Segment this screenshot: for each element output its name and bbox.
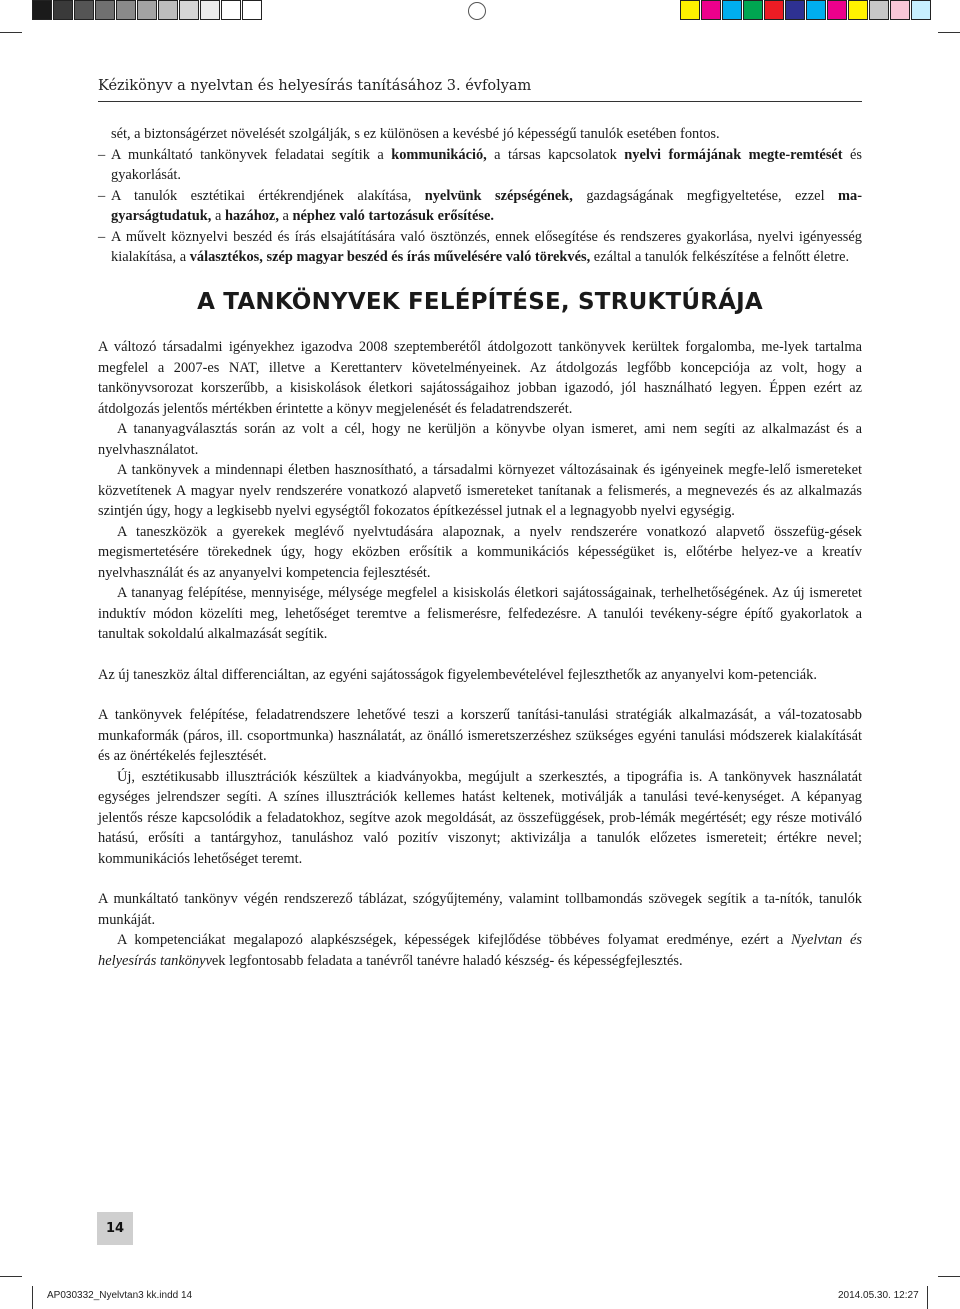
list-item [98,124,862,145]
dash-bullet: – [98,187,106,204]
paragraph-text: A kompetenciákat megalapozó alapkészségek, képességek kifejlődése többéves folyamat eredménye, ezért a [117,932,792,948]
running-header: Kézikönyv a nyelvtan és helyesírás tanításához 3. évfolyam [98,78,862,102]
list-item-text: A munkáltató tankönyvek feladatai segítik a [111,146,392,163]
crop-mark [938,1276,960,1277]
section-title: A TANKÖNYVEK FELÉPÍTÉSE, STRUKTÚRÁJA [197,288,763,315]
paragraph: A tankönyvek felépítése, feladatrendszere lehetővé teszi a korszerű tanítási-tanulási stratégiák alkalmazását, a vál-tozatosabb munkaformák (páros, ill. csoportmunka) használatát, az önálló ismeretszerzéshez szükséges egyéni tanulási módszerek kialakítását és az önértékelés fejlesztését. [98,707,862,764]
spacer [98,869,862,889]
color-swatch [890,0,910,20]
emphasis: ma-gyarságtudatuk, [111,187,862,224]
color-swatch [200,0,220,20]
registration-mark-icon [468,2,486,20]
color-swatch [179,0,199,20]
list-item-text: ezáltal a tanulók felkészítése a felnőtt életre. [590,249,850,265]
color-swatch [74,0,94,20]
crop-mark [938,32,960,33]
emphasis: választékos, szép magyar beszéd és írás művelésére való törekvés, [189,249,591,265]
color-swatch [722,0,742,20]
color-swatch [806,0,826,20]
goal-list [98,124,862,268]
color-swatch [32,0,52,20]
color-swatch [53,0,73,20]
crop-mark [32,1286,33,1309]
color-swatch [116,0,136,20]
list-item-text: A művelt köznyelvi beszéd és írás elsajátítására való ösztönzés, ennek elősegítése és rendszeres gyakorlása, nyelvi igényesség kialakítása, a [111,228,862,265]
list-item [98,227,862,268]
crop-mark [0,1276,22,1277]
paragraph [98,930,862,971]
color-swatch [95,0,115,20]
list-item [98,145,862,186]
spacer [98,685,862,705]
list-item-text: a [211,208,225,224]
paragraph: A taneszközök a gyerekek meglévő nyelvtudására alapoznak, a nyelv rendszerére vonatkozó alapvető összefüg-gések megismertetésére törekednek úgy, hogy eközben erősítik a kommunikációs képességüket is, előtérbe helyez-ve a kreatív nyelvhasználát és az anyanyelvi kompetencia fejlesztését. [98,523,862,581]
grayscale-colorbar [32,0,263,22]
list-item-text: gazdagságának megfigyeltetése, ezzel [572,187,839,204]
paragraph: Új, esztétikusabb illusztrációk készültek a kiadványokba, megújult a szerkesztés, a tipográfia is. A tankönyvek használatát egységes jelrendszer segíti. A színes illusztrációk kellemes hatást keltenek, motiválják a tanulási tevé-kenységet. A képanyag jelentős része kapcsolódik a feladatokhoz, segítve azok megoldását, az összefüggések, prob-lémák megértését; egy része motiváló hatású, erősíti a tantárgyhoz, tanuláshoz való pozitív viszonyt; aktivizálja a tanulók előzetes ismereteit; értékre nevel; kommunikációs lehetőséget teremt. [98,768,862,867]
paragraph: A tankönyvek a mindennapi életben hasznosítható, a társadalmi környezet változásainak és igényeinek megfe-lelő ismereteket közvetítenek A magyar nyelv rendszerére vonatkozó alapvető ismereteket tanítanak a felismerés, a megnevezés és az alkalmazás szintjén úgy, hogy a legkisebb nyelvi egységtől fokozatos építkezéssel jutnak el a legnagyobb nyelvi egységig. [98,462,862,519]
page-content [98,124,862,971]
color-swatch [158,0,178,20]
paragraph: A tananyagválasztás során az volt a cél, hogy ne kerüljön a könyvbe olyan ismeret, ami nem segíti az alkalmazást és a nyelvhasználatot. [98,421,862,458]
paragraph: A változó társadalmi igényekhez igazodva 2008 szeptemberétől átdolgozott tankönyvek kerültek forgalomba, me-lyek tartalma megfelel a 2007-es NAT, illetve a Kerettanterv követelményeinek. Az átdolgozás legfőbb koncepciója az volt, hogy a tankönyvsorozat korszerűbb, a kisiskolások életkori sajátosságaihoz jobban igazodó, jól használható legyen. Éppen ezért az átdolgozás jelentős mértékben érintette a könyv megjelenését és feladatrendszerét. [98,339,862,417]
color-swatch [680,0,700,20]
book-title: Nyelvtan és helyesírás tankönyv [98,932,862,969]
spacer [98,645,862,665]
paragraph: A munkáltató tankönyv végén rendszerező táblázat, szógyűjtemény, valamint tollbamondás szövegek segítik a ta-nítók, tanulók munkáját. [98,891,862,928]
color-swatch [764,0,784,20]
emphasis: hazához, [224,208,279,224]
emphasis: nyelvünk szépségének, [424,187,573,204]
crop-mark [0,32,22,33]
color-swatch [701,0,721,20]
color-swatch [137,0,157,20]
list-item-text: A tanulók esztétikai értékrendjének alakítása, [111,187,425,204]
paragraph-text: ek legfontosabb feladata a tanévről tanévre haladó készség- és képességfejlesztés. [211,952,683,969]
emphasis: néphez való tartozásuk erősítése. [292,208,494,224]
list-item-text: sét, a biztonságérzet növelését szolgálják, s ez különösen a kevésbé jó képességű tanulók esetében fontos. [111,126,720,142]
color-swatch [911,0,931,20]
color-swatch [785,0,805,20]
color-swatch [827,0,847,20]
paragraph: Az új taneszköz által differenciáltan, az egyéni sajátosságok figyelembevételével fejleszthetők az anyanyelvi kom-petenciák. [98,666,817,683]
list-item-text: és gyakorlását. [111,146,862,183]
color-swatch [869,0,889,20]
crop-mark [927,1286,928,1309]
dash-bullet: – [98,146,106,163]
list-item-text: a társas kapcsolatok [486,146,625,163]
list-item-text: a [278,208,293,224]
color-swatch [242,0,262,20]
dash-bullet: – [98,228,106,245]
page-number: 14 [97,1212,133,1245]
list-item [98,186,862,227]
footer-date: 2014.05.30. 12:27 [838,1290,919,1301]
paragraph: A tananyag felépítése, mennyisége, mélysége megfelel a kisiskolás életkori sajátosságainak, terhelhetőségének. Az új ismeretet induktív módon közelíti meg, lehetőséget teremtve a felismerésre, felfedezésre. A tanulói tevékeny-ségre építő gyakorlatok a tanultak sokoldalú alkalmazását segítik. [98,585,862,642]
emphasis: nyelvi formájának megte-remtését [624,146,843,163]
color-swatch [221,0,241,20]
color-swatch [743,0,763,20]
color-swatch [848,0,868,20]
footer-filename: AP030332_Nyelvtan3 kk.indd 14 [47,1290,193,1301]
emphasis: kommunikáció, [391,146,487,163]
cmyk-colorbar [680,0,932,22]
